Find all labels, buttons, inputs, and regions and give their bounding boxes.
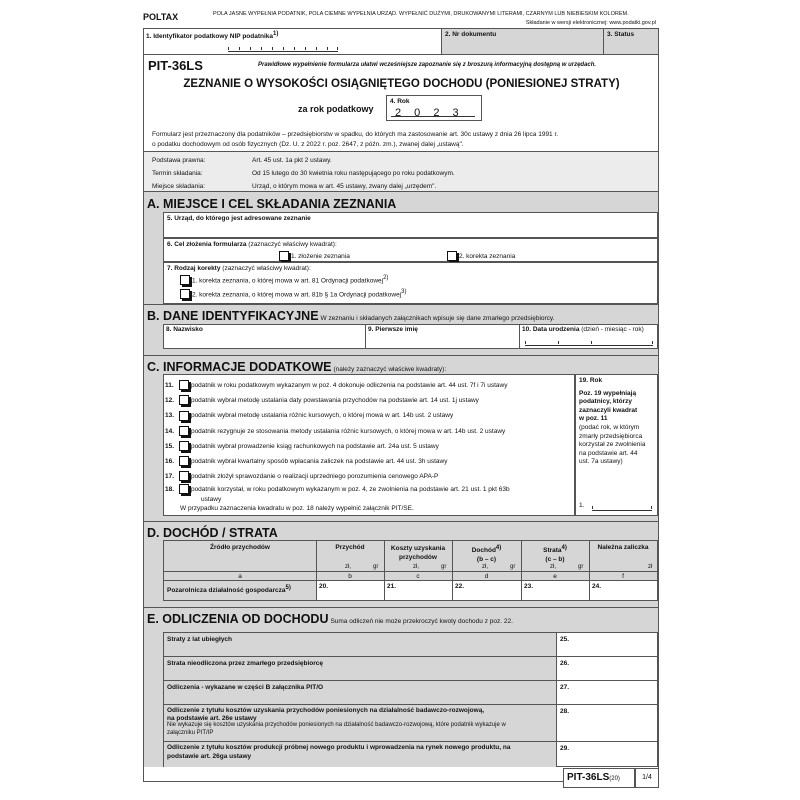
divider [365, 324, 366, 349]
checkbox-icon[interactable] [179, 395, 189, 405]
divider [164, 680, 657, 681]
year-value: 2 0 2 3 [395, 107, 464, 119]
row-past-losses: Straty z lat ubiegłych [167, 636, 233, 643]
nip-label: 1. Identyfikator podatkowy NIP podatnika$^{1)}$ [146, 31, 279, 41]
unit-zl: zł, [482, 564, 488, 570]
unit-zl: zł [648, 564, 653, 570]
list-item[interactable]: 18. podatnik korzystał, w roku podatkowym wykazanym w poz. 4, ze zwolnienia na podstawie art. 21 ust. 1 pkt 63b [165, 486, 510, 494]
divider [164, 656, 657, 657]
unit-gr: gr [578, 564, 584, 570]
year-prefix: za rok podatkowy [298, 104, 374, 114]
surname-field[interactable]: 8. Nazwisko [166, 326, 203, 333]
list-item[interactable]: 11. podatnik w roku podatkowym wykazanym w poz. 4 dokonuje odliczenia na podstawie art. 44 ust. 7f i 7i ustawy [165, 382, 508, 389]
row-rnd: Odliczenie z tytułu kosztów uzyskania przychodów poniesionych na działalność badawczo-rozwojową, na podstawie art. 26e ustawy Nie wykazuje się kosztów uzyskania przychodów poniesionych na działalność badawczo-rozwojową, które podatnik wykazuje w załączniku PIT/IP [167, 707, 506, 736]
additional-info-list [165, 378, 510, 504]
advice-text: Prawidłowe wypełnienie formularza ułatwi wcześniejsze zapoznanie się z broszurą informacyjną dostępną w urzędach. [258, 62, 597, 68]
year-field[interactable]: 4. Rok 2 0 2 3 [386, 95, 482, 121]
row-unused-loss: Strata nieodliczona przez zmarłego przedsiębiorcę [167, 660, 324, 667]
form-code: PIT-36LS [148, 58, 203, 73]
unit-gr: gr [510, 564, 516, 570]
list-item-continuation: ustawy [201, 496, 222, 504]
field-27[interactable]: 27. [560, 684, 570, 691]
costs-field[interactable]: 21. [387, 583, 397, 590]
intro-line-1: Formularz jest przeznaczony dla podatników – przedsiębiorstw w spadku, do których ma zastosowanie art. 30c ustawy z dnia 26 lipca 1991 r. [152, 131, 559, 138]
divider [164, 704, 657, 705]
year-19-number: 1. [579, 502, 585, 509]
list-item[interactable]: 12. podatnik wybrał metodę ustalania daty powstawania przychodów na podstawie art. 14 ust. 1j ustawy [165, 397, 479, 405]
checkbox-icon[interactable] [180, 275, 190, 285]
letter-e: e [553, 573, 557, 580]
page-number: 1/4 [635, 768, 659, 788]
col-costs: Koszty uzyskania przychodów [390, 545, 446, 561]
list-item[interactable]: 13. podatnik wybrał metodę ustalania różnic kursowych, o której mowa w art. 14b ust. 2 ustawy [165, 412, 454, 420]
unit-zl: zł, [345, 564, 351, 570]
birth-date-field[interactable]: 10. Data urodzenia (dzień - miesiąc - rok) [522, 326, 644, 333]
nip-boxes [228, 46, 338, 52]
checkbox-icon[interactable] [179, 471, 189, 481]
checkbox-icon[interactable] [180, 289, 190, 299]
letter-a: a [238, 573, 242, 580]
divider [164, 571, 657, 572]
info-keys: Podstawa prawna: Termin składania: Miejsce składania: [152, 157, 206, 190]
col-loss: Strata$^{4)}$ (c – b) [543, 545, 567, 564]
income-field[interactable]: 22. [455, 583, 465, 590]
purpose-option-1[interactable]: 1. złożenie zeznania [279, 251, 350, 261]
field-26[interactable]: 26. [560, 660, 570, 667]
status-label: 3. Status [607, 31, 635, 38]
footer-code: PIT-36LS(20) [567, 772, 620, 783]
year-19-label: 19. Rok Poz. 19 wypełniają podatnicy, którzy zaznaczyli kwadrat w poz. 11 (podać rok, w którym zmarły przedsiębiorca korzystał ze zwolnienia na podstawie art. 44 ust. 7a ustawy) [579, 377, 646, 466]
section-c-title: C. INFORMACJE DODATKOWE (należy zaznaczyć właściwe kwadraty): [147, 360, 447, 374]
field-28[interactable]: 28. [560, 708, 570, 715]
letter-d: d [484, 573, 489, 580]
purpose-option-2[interactable]: 2. korekta zeznania [447, 251, 515, 261]
unit-gr: gr [441, 564, 447, 570]
purpose-field: 6. Cel złożenia formularza (zaznaczyć właściwy kwadrat): [163, 238, 658, 262]
checkbox-icon[interactable] [279, 251, 289, 261]
field-29[interactable]: 29. [560, 745, 570, 752]
section-a-title: A. MIEJSCE I CEL SKŁADANIA ZEZNANIA [147, 197, 397, 211]
row-pit-o: Odliczenia - wykazane w części B załącznika PIT/O [167, 684, 324, 691]
col-advance: Należna zaliczka [597, 544, 649, 551]
col-income: Dochód$^{4)}$ (b – c) [471, 545, 502, 564]
header-note: POLA JASNE WYPEŁNIA PODATNIK, POLA CIEMNE WYPEŁNIA URZĄD. WYPEŁNIĆ DUŻYMI, DRUKOWANYMI LITERAMI, CZARNYM LUB NIEBIESKIM KOLOREM. [213, 11, 629, 17]
correction-option-1[interactable]: 1. korekta zeznania, o której mowa w art. 81 Ordynacji podatkowej$^{2)}$ [180, 275, 388, 285]
form-title: ZEZNANIE O WYSOKOŚCI OSIĄGNIĘTEGO DOCHODU (PONIESIONEJ STRATY) [183, 78, 620, 90]
col-source: Źródło przychodów [210, 544, 270, 551]
section-d-title: D. DOCHÓD / STRATA [147, 526, 278, 540]
unit-zl: zł, [413, 564, 419, 570]
checkbox-icon[interactable] [179, 380, 189, 390]
list-item[interactable]: 14. podatnik rezygnuje ze stosowania metody ustalania różnic kursowych, o której mowa w art. 14b ust. 2 ustawy [165, 427, 506, 435]
list-item[interactable]: 16. podatnik wybrał kwartalny sposób wpłacania zaliczek na podstawie art. 44 ust. 3h ustawy [165, 458, 448, 466]
intro-line-2: o podatku dochodowym od osób fizycznych (Dz. U. z 2022 r. poz. 2647, z późn. zm.), zwanej dalej „ustawą". [152, 141, 464, 148]
correction-option-2[interactable]: 2. korekta zeznania, o której mowa w art. 81b § 1a Ordynacji podatkowej$^{3)}$ [180, 289, 407, 299]
document-number-label: 2. Nr dokumentu [445, 31, 497, 38]
section-e-title: E. ODLICZENIA OD DOCHODU Suma odliczeń nie może przekroczyć kwoty dochodu z poz. 22. [147, 612, 513, 626]
unit-zl: zł, [550, 564, 556, 570]
first-name-field[interactable]: 9. Pierwsze imię [368, 326, 418, 333]
advance-field[interactable]: 24. [592, 583, 602, 590]
info-values: Art. 45 ust. 1a pkt 2 ustawy. Od 15 lutego do 30 kwietnia roku następującego po roku podatkowym. Urząd, o którym mowa w art. 45 ustawy, zwany dalej „urzędem". [252, 157, 455, 190]
section-b-title: B. DANE IDENTYFIKACYJNE W zeznaniu i składanych załącznikach wpisuje się dane zmarłego przedsiębiorcy. [147, 309, 555, 323]
letter-c: c [416, 573, 420, 580]
divider [556, 633, 557, 767]
col-revenue: Przychód [335, 544, 365, 551]
checkbox-icon[interactable] [179, 456, 189, 466]
checkbox-icon[interactable] [179, 484, 189, 494]
additional-info-footnote: W przypadku zaznaczenia kwadratu w poz. 18 należy wypełnić załącznik PIT/SE. [180, 505, 414, 512]
letter-b: b [348, 573, 352, 580]
divider [164, 741, 657, 742]
checkbox-icon[interactable] [179, 411, 189, 421]
checkbox-icon[interactable] [179, 426, 189, 436]
loss-field[interactable]: 23. [524, 583, 534, 590]
header-note-electronic: Składanie w wersji elektronicznej: www.podatki.gov.pl [525, 20, 656, 26]
birth-date-boxes [525, 341, 653, 346]
field-25[interactable]: 25. [560, 636, 570, 643]
list-item[interactable]: 15. podatnik wybrał prowadzenie ksiąg rachunkowych na podstawie art. 24a ust. 5 ustawy [165, 442, 439, 450]
year-19-boxes [592, 506, 652, 511]
divider [519, 324, 520, 349]
revenue-field[interactable]: 20. [319, 583, 329, 590]
brand-logo: POLTAX [143, 12, 179, 22]
office-field[interactable]: 5. Urząd, do którego jest adresowane zeznanie [163, 212, 658, 238]
unit-gr: gr [373, 564, 379, 570]
list-item[interactable]: 17. podatnik złożył sprawozdanie o realizacji uprzedniego porozumienia cenowego APA-P [165, 473, 439, 481]
checkbox-icon[interactable] [447, 251, 457, 261]
letter-f: f [622, 573, 624, 580]
correction-type-field: 7. Rodzaj korekty (zaznaczyć właściwy kwadrat): [163, 262, 658, 304]
row-business: Pozarolnicza działalność gospodarcza$^{5)}$ [167, 585, 291, 595]
row-trial-production: Odliczenie z tytułu kosztów produkcji próbnej nowego produktu i wprowadzenia na rynek nowego produktu, na podstawie art. 26ga ustawy [167, 744, 511, 760]
checkbox-icon[interactable] [179, 441, 189, 451]
